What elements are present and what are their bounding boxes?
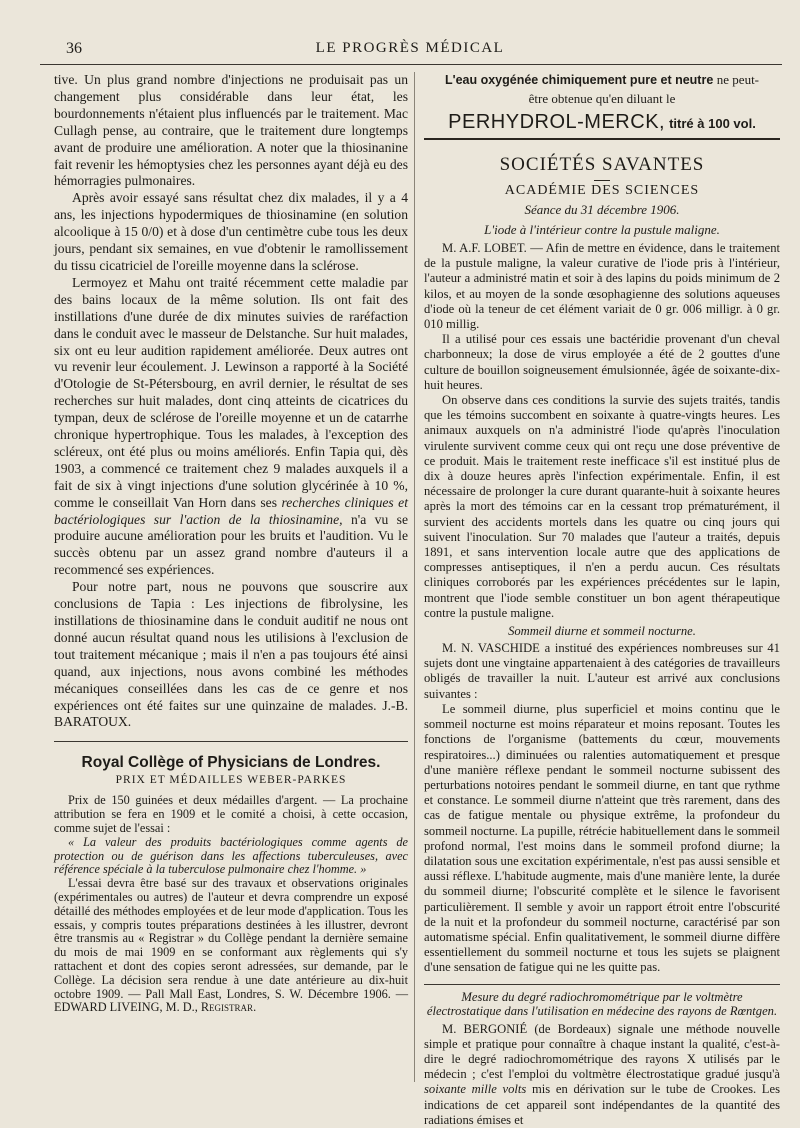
page-number: 36 xyxy=(66,40,82,57)
ad-bold-text: L'eau oxygénée chimiquement pure et neutre xyxy=(444,73,714,87)
text: L'essai devra être basé sur des travaux et observations originales (expérimentales ou autres) de l'auteur et devra comprendre un exposé détaillé des méthodes employées et de leur mode d'application. Tous les essais, y compris toutes préparations destinées à les illustrer, devront être transmis au « Registrar » du Collège pendant la dernière semaine du mois de mai 1909 en se conformant aux règlements qui s'y rattachent et dont des copies seront adressées, sur demande, par le Collège. La décision sera rendue à une date antérieure au dix-huit octobre 1909. — Pall Mall East, Londres, S. W. Décembre 1906. xyxy=(54,876,408,1001)
section-subtitle: PRIX ET MÉDAILLES WEBER-PARKES xyxy=(115,774,347,787)
text: Lermoyez et Mahu ont traité récemment cette maladie par des bains locaux de la même solution. Ils ont fait des instillations d'une durée de dix minutes suivies de raréfaction dans le conduit avec le masseur de Delstanche. Sur huit malades, six ont eu leur audition rapidement améliorée. Deux autres ont vu revenir leur écoulement. J. Lewinson a rapporté à la Société d'Otologie de St-Pétersbourg, en avril dernier, le résultat de ses recherches sur huit malades, dont cinq atteints de cicatrices du tympan, deux de sclérose de l'oreille moyenne et un de catarrhe chronique hypertrophique. Tous les malades, à l'exception des scléreux, ont été plus ou moins améliorés. Enfin Tapia qui, dès 1903, a commencé ce traitement chez 9 malades auxquels il a fait de six à vingt injections d'une solution glycérinée à 10 %, comme le conseillait Van Horn dans ses xyxy=(54,274,408,510)
heading-dash xyxy=(594,180,610,181)
right-column xyxy=(424,72,780,1128)
paragraph xyxy=(424,1022,780,1128)
header-rule xyxy=(40,64,782,65)
text: — Afin de mettre en évidence, dans le traitement de la pustule maligne, la valeur curative de l'iode pris à l'intérieur, l'auteur a administré matin et soir à des lapins du poids minimum de 2 kilos, et au moyen de la sonde œsophagienne des solutions aqueuses d'iode où la teneur de cet élément variait de 0 gr. 006 milligr. à 0 gr. 010 millig. xyxy=(424,241,781,332)
section-heading: SOCIÉTÉS SAVANTES xyxy=(499,154,705,175)
paragraph: On observe dans ces conditions la survie des sujets traités, tandis que les témoins succombent en soixante à quatre-vingts heures. Les animaux auxquels on n'a administré l'iode qu'après l'inoculation virulente survivent comme ceux qui ont reçu une dose préventive de ce produit. Mais le traitement reste inefficace s'il est institué plus de dix à douze heures après l'infection expérimentale. Enfin, il est nécessaire de prolonger la cure durant quarante-huit à soixante heures après la mort des témoins car en la cessant trop prématurément, il survient des accidents mortels dans les quatre ou cinq jours qui suivent l'inoculation. Sur 70 malades que l'auteur a traités, depuis 1891, et sans intervention locale autre que des applications de compresses antiseptiques, il n'en a perdu aucun. Ces résultats cliniques corroborés par les expériences précédentes sur le lapin, montrent que l'iode semble constituer un bon agent thérapeutique contre la pustule maligne. xyxy=(424,393,780,620)
ad-line: être obtenue qu'en diluant le xyxy=(528,91,676,106)
paragraph: Il a utilisé pour ces essais une bactéridie provenant d'un cheval charbonneux; la dose de virus employée a été de 2 gouttes d'une culture de bouillon soigneusement émulsionnée, âgée de soixante-dix-huit heures. xyxy=(424,332,780,392)
text: Pour notre part, nous ne pouvons que souscrire aux conclusions de Tapia : Les injections de fibrolysine, les instillations de thiosinamine dans le conduit auditif ne nous ont donné aucun résultat quand nous les utilisions à l'exclusion de tout traitement mécanique ; mais il n'en a pas toujours été ainsi quand, aux injections, nous avons combiné les méthodes mécaniques conseillées dans les cas de ce genre et nos expériences ont été faites sur une quinzaine de malades. xyxy=(54,579,408,713)
paragraph xyxy=(424,241,780,332)
registrar-signature: — EDWARD LIVEING, M. D., Registrar. xyxy=(54,986,409,1015)
running-title: LE PROGRÈS MÉDICAL xyxy=(315,40,505,56)
paragraph: Le sommeil diurne, plus superficiel et moins continu que le sommeil nocturne est moins réparateur et moins reposant. Toutes les fonctions de l'organisme (battements du cœur, mouvements respiratoires...) diminuées ou ralenties automatiquement et presque d'une manière réflexe pendant le sommeil nocturne subissent des perturbations notoires pendant le sommeil diurne, en tant que rythme et constance. Le sommeil diurne n'atteint que très rarement, dans des cas de fatigue mentale ou physique extrême, la profondeur du sommeil nocturne. La pupille, rétrécie habituellement dans le sommeil profond normal, l'est moins dans le sommeil profond diurne; la dilatation sous une excitation expérimentale, n'est pas aussi sensible et aussi réflexe. L'habitude augmente, mais d'une manière lente, la durée du sommeil diurne; l'obscurité complète et le silence le favorisent particulièrement. Il semble y avoir un rapport étroit entre l'obscurité de la nuit et la profondeur du sommeil nocturne, caractérisé par son automatisme spécial. Enfin qualitativement, le sommeil diurne diffère essentiellement du sommeil nocturne et tous les sujets se plaignent d'une sensation de fatigue qui ne les quitte pas. xyxy=(424,701,780,975)
paragraph: Après avoir essayé sans résultat chez dix malades, il y a 4 ans, les injections hypodermiques de thiosinamine (en solution alcoolique à 15 0/0) et à dose d'un centimètre cube tous les deux jours, pendant six semaines, en vue d'obtenir le ramollissement du tissu cicatriciel de l'oreille moyenne dans la sclérose. xyxy=(54,190,408,273)
quote: « La valeur des produits bactériologiques comme agents de protection ou de guérison dans les affections tuberculeuses, avec référence spéciale à la tuberculose pulmonaire chez l'homme. » xyxy=(54,834,408,877)
radiochromometry-article xyxy=(424,1022,780,1128)
ad-strength: titré à 100 vol. xyxy=(669,116,756,131)
advertisement xyxy=(424,72,780,140)
text: mis en dérivation sur le tube de Crookes. Les indications de cet appareil sont indépendantes de la quantité des radiations émises et xyxy=(424,1082,780,1127)
section-rule xyxy=(54,741,408,742)
ad-line xyxy=(424,72,780,88)
session-date: Séance du 31 décembre 1906. xyxy=(524,202,680,217)
paragraph xyxy=(54,877,408,1015)
column-divider xyxy=(414,72,415,1082)
academy-heading: ACADÉMIE DES SCIENCES xyxy=(504,183,700,198)
ad-rule xyxy=(424,138,780,140)
paragraph: Prix de 150 guinées et deux médailles d'argent. — La prochaine attribution se fera en 1909 et le comité a choisi, à cette occasion, comme sujet de l'essai : xyxy=(54,793,408,835)
paragraph: tive. Un plus grand nombre d'injections ne produisait pas un changement plus considérable dans leur état, les bourdonnements n'étaient plus influencés par le traitement. Mac Cullagh pense, au contraire, que le traitement dure longtemps avant de produire une amélioration. A noter que la thiosinanine fait revenir les hémoptysies chez les personnes ayant déjà eu des hémorragies pulmonaires. xyxy=(54,72,408,189)
article-title: Sommeil diurne et sommeil nocturne. xyxy=(508,624,696,639)
left-column xyxy=(54,72,408,1015)
author-signature: J.-B. BARATOUX. xyxy=(54,697,409,730)
paragraph xyxy=(424,641,780,702)
royal-college-notice xyxy=(54,794,408,1015)
emphasis: soixante mille volts xyxy=(424,1082,527,1097)
author-name: M. BERGONIÉ xyxy=(442,1021,528,1036)
text: a institué des expériences nombreuses sur 41 sujets dont une vingtaine appartenaient à des catégories de travailleurs obligés de travailler la nuit. L'auteur est arrivé aux conclusions suivantes : xyxy=(424,641,780,701)
text: n'a vu se produire aucune amélioration pour les bruits et l'audition. Vu le succès obtenu par un assez grand nombre d'auteurs il a recommencé ses expériences. xyxy=(54,511,408,578)
ad-brand: PERHYDROL-MERCK, xyxy=(448,111,666,133)
ad-line xyxy=(424,111,780,134)
iodine-article xyxy=(424,241,780,621)
text: (de Bordeaux) signale une méthode nouvelle simple et pratique pour connaître à chaque instant la qualité, c'est-à-dire le degré radiochromométrique des rayons X utilisés par le médecin ; c'est l'emploi du voltmètre électrostatique gradué jusqu'à xyxy=(424,1021,780,1082)
article-rule xyxy=(424,984,780,985)
sleep-article xyxy=(424,641,780,975)
author-name: M. A.F. LOBET. xyxy=(442,241,527,255)
cited-work: recherches cliniques et bactériologiques sur l'action de la thiosinamine, xyxy=(54,494,408,527)
page-header xyxy=(40,40,780,64)
section-title: Royal Collège of Physicians de Londres. xyxy=(81,754,381,772)
article-title: L'iode à l'intérieur contre la pustule maligne. xyxy=(484,222,720,237)
paragraph xyxy=(54,579,408,731)
author-name: M. N. VASCHIDE xyxy=(442,641,540,656)
thiosinamine-article xyxy=(54,72,408,731)
essay-subject xyxy=(54,836,408,877)
article-title: Mesure du degré radiochromométrique par le voltmètre électrostatique dans l'utilisation en médecine des rayons de Rœntgen. xyxy=(426,989,778,1018)
paragraph xyxy=(54,275,408,579)
ad-text: ne peut- xyxy=(716,72,760,87)
